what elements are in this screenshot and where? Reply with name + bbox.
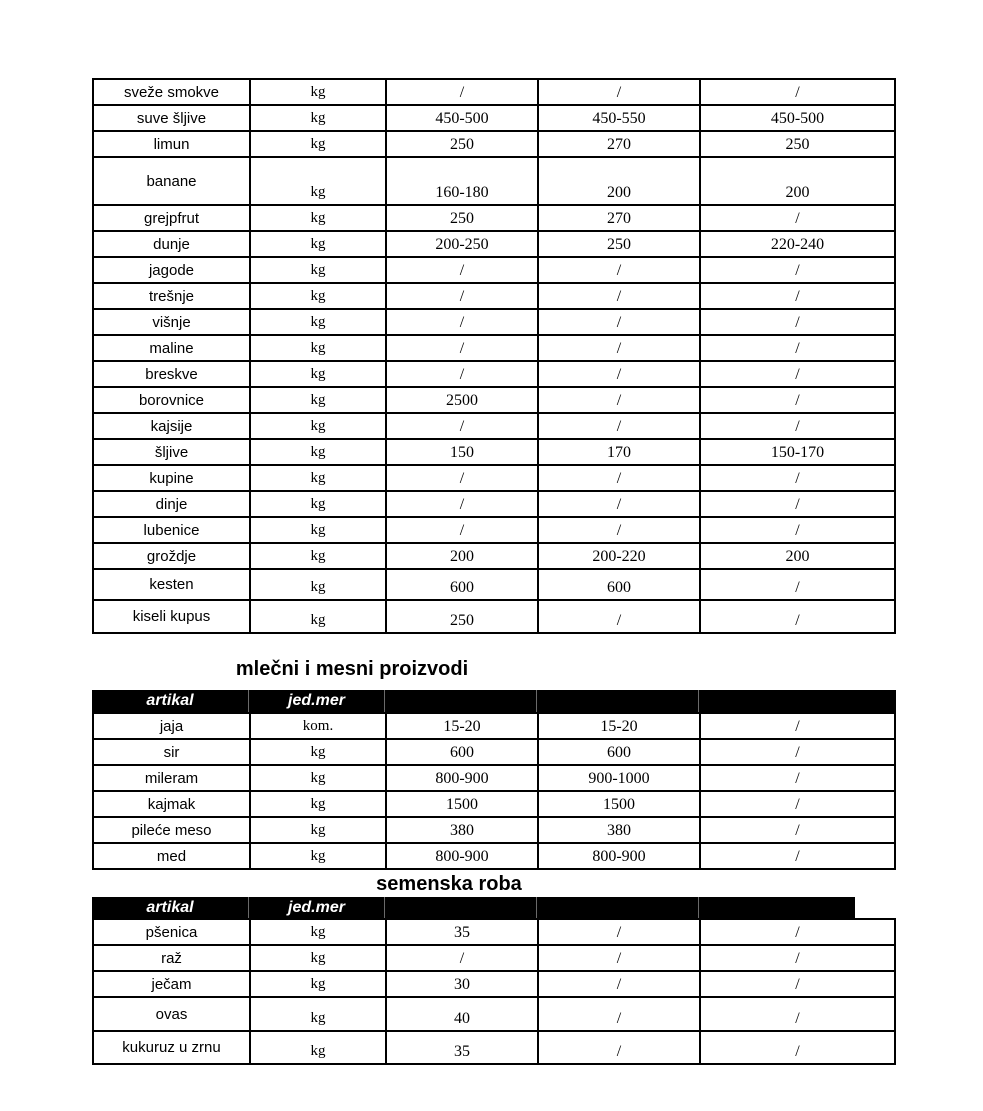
table-row [94, 740, 896, 766]
price-cell: / [539, 80, 701, 106]
price-cell: 600 [387, 570, 539, 601]
table-row [94, 466, 896, 492]
article-cell: kukuruz u zrnu [94, 1032, 251, 1065]
table-row [94, 336, 896, 362]
price-cell: / [387, 414, 539, 440]
price-cell: / [539, 284, 701, 310]
article-cell: kajmak [94, 792, 251, 818]
price-cell: / [701, 972, 896, 998]
price-cell: / [387, 518, 539, 544]
table-row [94, 714, 896, 740]
column-header-empty [699, 690, 896, 712]
price-cell: 2500 [387, 388, 539, 414]
price-cell: / [387, 362, 539, 388]
article-cell: ovas [94, 998, 251, 1032]
table-row [94, 601, 896, 634]
unit-cell: kg [251, 998, 387, 1032]
price-cell: / [387, 310, 539, 336]
unit-cell: kg [251, 920, 387, 946]
price-cell: 35 [387, 920, 539, 946]
table-row [94, 362, 896, 388]
price-cell: 600 [539, 570, 701, 601]
article-cell: maline [94, 336, 251, 362]
article-cell: grejpfrut [94, 206, 251, 232]
price-cell: / [387, 336, 539, 362]
seeds-table-title: semenska roba [376, 873, 522, 895]
price-cell: 450-500 [701, 106, 896, 132]
column-header-jedmer: jed.mer [249, 690, 385, 712]
article-cell: šljive [94, 440, 251, 466]
dairy-meat-table-header [92, 690, 896, 712]
price-cell: / [539, 310, 701, 336]
price-cell: / [539, 972, 701, 998]
article-cell: limun [94, 132, 251, 158]
table-row [94, 844, 896, 870]
column-header-empty [537, 897, 699, 918]
article-cell: kupine [94, 466, 251, 492]
price-cell: 170 [539, 440, 701, 466]
unit-cell: kg [251, 132, 387, 158]
table-row [94, 132, 896, 158]
unit-cell: kg [251, 258, 387, 284]
unit-cell: kg [251, 232, 387, 258]
table-row [94, 284, 896, 310]
unit-cell: kg [251, 310, 387, 336]
price-cell: / [701, 492, 896, 518]
price-cell: 40 [387, 998, 539, 1032]
price-cell: 15-20 [539, 714, 701, 740]
table-row [94, 440, 896, 466]
price-cell: / [387, 946, 539, 972]
article-cell: suve šljive [94, 106, 251, 132]
price-cell: 35 [387, 1032, 539, 1065]
price-cell: / [701, 336, 896, 362]
price-cell: / [701, 1032, 896, 1065]
price-cell: / [701, 362, 896, 388]
column-header-jedmer: jed.mer [249, 897, 385, 918]
article-cell: ječam [94, 972, 251, 998]
unit-cell: kg [251, 106, 387, 132]
price-cell: 250 [701, 132, 896, 158]
unit-cell: kg [251, 206, 387, 232]
price-cell: / [539, 362, 701, 388]
unit-cell: kg [251, 792, 387, 818]
table-row [94, 946, 896, 972]
article-cell: banane [94, 158, 251, 206]
table-row [94, 792, 896, 818]
unit-cell: kg [251, 284, 387, 310]
price-cell: 270 [539, 206, 701, 232]
price-cell: 450-500 [387, 106, 539, 132]
article-cell: raž [94, 946, 251, 972]
price-cell: 900-1000 [539, 766, 701, 792]
table-row [94, 818, 896, 844]
unit-cell: kg [251, 80, 387, 106]
article-cell: breskve [94, 362, 251, 388]
price-cell: / [539, 258, 701, 284]
seeds-table-header [92, 897, 855, 918]
table-row [94, 106, 896, 132]
price-cell: / [701, 946, 896, 972]
price-cell: 200 [701, 158, 896, 206]
price-cell: / [387, 492, 539, 518]
table-row [94, 1032, 896, 1065]
unit-cell: kg [251, 740, 387, 766]
table-row [94, 766, 896, 792]
price-cell: 600 [539, 740, 701, 766]
unit-cell: kom. [251, 714, 387, 740]
price-cell: / [701, 792, 896, 818]
price-cell: 800-900 [387, 766, 539, 792]
fruits-price-table [92, 78, 896, 634]
table-row [94, 998, 896, 1032]
column-header-empty [385, 897, 537, 918]
unit-cell: kg [251, 466, 387, 492]
price-cell: 30 [387, 972, 539, 998]
price-cell: 200 [701, 544, 896, 570]
column-header-artikal: artikal [92, 690, 249, 712]
unit-cell: kg [251, 362, 387, 388]
seeds-price-table [92, 918, 896, 1065]
price-cell: / [539, 601, 701, 634]
price-cell: 450-550 [539, 106, 701, 132]
column-header-artikal: artikal [92, 897, 249, 918]
price-cell: / [539, 946, 701, 972]
price-cell: / [387, 258, 539, 284]
price-cell: / [539, 492, 701, 518]
unit-cell: kg [251, 336, 387, 362]
article-cell: sir [94, 740, 251, 766]
price-cell: 800-900 [387, 844, 539, 870]
price-cell: 250 [387, 206, 539, 232]
article-cell: lubenice [94, 518, 251, 544]
price-cell: / [539, 466, 701, 492]
table-row [94, 544, 896, 570]
price-cell: 270 [539, 132, 701, 158]
unit-cell: kg [251, 414, 387, 440]
price-cell: / [701, 518, 896, 544]
price-cell: 250 [387, 132, 539, 158]
article-cell: kiseli kupus [94, 601, 251, 634]
table-row [94, 388, 896, 414]
table-row [94, 414, 896, 440]
article-cell: borovnice [94, 388, 251, 414]
price-cell: 200-250 [387, 232, 539, 258]
article-cell: mileram [94, 766, 251, 792]
price-cell: / [701, 80, 896, 106]
price-cell: / [701, 766, 896, 792]
unit-cell: kg [251, 158, 387, 206]
column-header-empty [385, 690, 537, 712]
table-row [94, 158, 896, 206]
article-cell: jaja [94, 714, 251, 740]
article-cell: dinje [94, 492, 251, 518]
unit-cell: kg [251, 818, 387, 844]
article-cell: groždje [94, 544, 251, 570]
unit-cell: kg [251, 601, 387, 634]
price-cell: 250 [387, 601, 539, 634]
article-cell: višnje [94, 310, 251, 336]
price-cell: 380 [539, 818, 701, 844]
dairy-meat-price-table [92, 712, 896, 870]
table-row [94, 570, 896, 601]
price-cell: / [387, 284, 539, 310]
unit-cell: kg [251, 766, 387, 792]
article-cell: jagode [94, 258, 251, 284]
table-row [94, 972, 896, 998]
article-cell: pšenica [94, 920, 251, 946]
price-cell: 150-170 [701, 440, 896, 466]
table-row [94, 920, 896, 946]
table-row [94, 206, 896, 232]
price-cell: / [539, 388, 701, 414]
price-cell: / [539, 920, 701, 946]
unit-cell: kg [251, 570, 387, 601]
price-cell: / [701, 601, 896, 634]
table-row [94, 258, 896, 284]
unit-cell: kg [251, 492, 387, 518]
price-cell: / [701, 284, 896, 310]
column-header-empty [699, 897, 855, 918]
price-cell: 150 [387, 440, 539, 466]
price-cell: / [701, 388, 896, 414]
price-cell: / [539, 336, 701, 362]
unit-cell: kg [251, 544, 387, 570]
price-cell: 15-20 [387, 714, 539, 740]
price-cell: / [701, 714, 896, 740]
table-row [94, 232, 896, 258]
price-cell: / [539, 414, 701, 440]
unit-cell: kg [251, 440, 387, 466]
price-cell: / [387, 466, 539, 492]
price-cell: / [539, 518, 701, 544]
price-cell: 600 [387, 740, 539, 766]
price-cell: / [539, 1032, 701, 1065]
price-cell: 220-240 [701, 232, 896, 258]
price-cell: / [701, 740, 896, 766]
price-cell: 1500 [387, 792, 539, 818]
price-cell: / [701, 570, 896, 601]
price-cell: 200-220 [539, 544, 701, 570]
article-cell: kajsije [94, 414, 251, 440]
unit-cell: kg [251, 1032, 387, 1065]
price-cell: / [701, 920, 896, 946]
table-row [94, 518, 896, 544]
table-row [94, 310, 896, 336]
table-row [94, 492, 896, 518]
table-row [94, 80, 896, 106]
price-cell: 1500 [539, 792, 701, 818]
price-cell: 800-900 [539, 844, 701, 870]
price-cell: / [701, 998, 896, 1032]
price-cell: 160-180 [387, 158, 539, 206]
column-header-empty [537, 690, 699, 712]
article-cell: pileće meso [94, 818, 251, 844]
price-cell: 200 [387, 544, 539, 570]
price-cell: / [701, 818, 896, 844]
price-cell: / [701, 310, 896, 336]
price-cell: / [701, 206, 896, 232]
unit-cell: kg [251, 844, 387, 870]
unit-cell: kg [251, 946, 387, 972]
price-cell: / [387, 80, 539, 106]
price-cell: 380 [387, 818, 539, 844]
price-cell: / [701, 414, 896, 440]
article-cell: med [94, 844, 251, 870]
price-cell: 200 [539, 158, 701, 206]
price-cell: / [539, 998, 701, 1032]
price-cell: / [701, 844, 896, 870]
unit-cell: kg [251, 518, 387, 544]
article-cell: trešnje [94, 284, 251, 310]
article-cell: sveže smokve [94, 80, 251, 106]
dairy-meat-table-title: mlečni i mesni proizvodi [235, 658, 469, 680]
price-cell: 250 [539, 232, 701, 258]
unit-cell: kg [251, 388, 387, 414]
article-cell: dunje [94, 232, 251, 258]
price-cell: / [701, 466, 896, 492]
article-cell: kesten [94, 570, 251, 601]
unit-cell: kg [251, 972, 387, 998]
price-cell: / [701, 258, 896, 284]
